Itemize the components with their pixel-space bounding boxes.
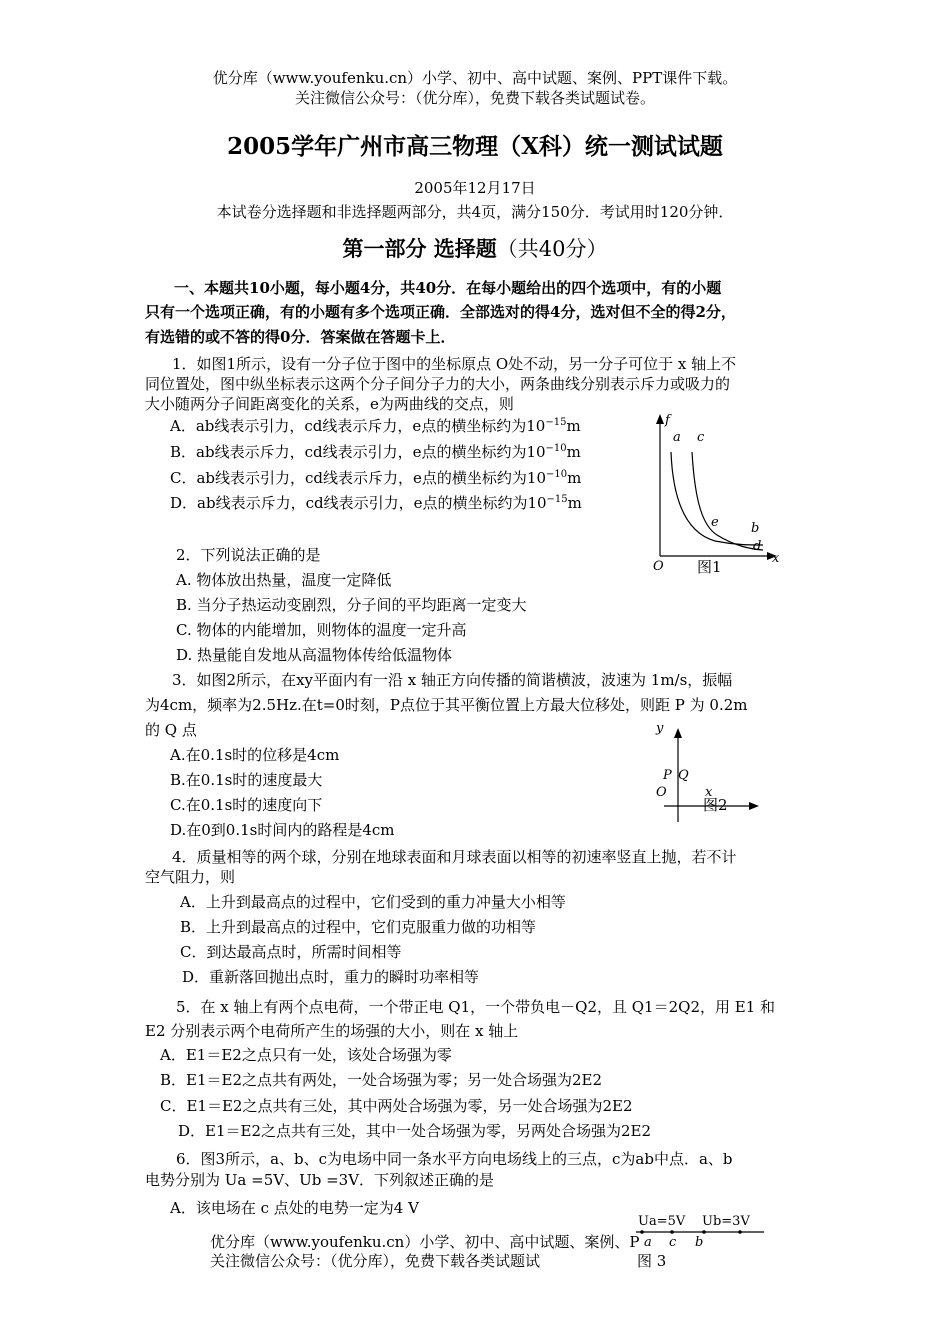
figure-3	[632, 1210, 772, 1270]
exam-date: 2005年12月17日	[414, 179, 536, 197]
q4-option-d: D．重新落回抛出点时，重力的瞬时功率相等	[182, 968, 480, 986]
q4-option-c: C．到达最高点时，所需时间相等	[180, 943, 402, 961]
q6-option-a: A．该电场在 c 点处的电势一定为4 V	[170, 1199, 419, 1217]
q3-stem-line: 为4cm，频率为2.5Hz.在t=0时刻，P点位于其平衡位置上方最大位移处，则距 P 为 0.2m	[145, 696, 748, 714]
instruction-line: 有选错的或不答的得0分．答案做在答题卡上．	[145, 328, 456, 346]
q4-stem-line: 空气阻力，则	[145, 868, 236, 886]
q1-option-b: B．ab线表示斥力，cd线表示引力，e点的横坐标约为$10^{-10}m$	[170, 443, 581, 461]
fig2-y-arrow	[674, 728, 682, 738]
fig3-caption: 图 3	[637, 1252, 667, 1270]
header-line-2: 关注微信公众号：（优分库），免费下载各类试题试卷。	[294, 89, 655, 107]
q5-option-a: A．E1＝E2之点只有一处，该处合场强为零	[160, 1046, 452, 1064]
fig2-label-x: x	[705, 785, 713, 800]
figure-1	[645, 408, 785, 578]
q1-option-a: A．ab线表示引力，cd线表示斥力，e点的横坐标约为$10^{-15}m$	[170, 417, 581, 435]
q2-option-b: B. 当分子热运动变剧烈，分子间的平均距离一定变大	[176, 596, 527, 614]
q3-option-a: A.在0.1s时的位移是4cm	[170, 746, 340, 764]
q1-stem-line: 1．如图1所示，设有一分子位于图中的坐标原点 O处不动，另一分子可位于 x 轴上不	[172, 355, 737, 373]
fig3-point-b	[702, 1230, 706, 1234]
q5-stem-line: 5．在 x 轴上有两个点电荷，一个带正电 Q1，一个带负电－Q2，且 Q1＝2Q2，用 E1 和	[176, 998, 776, 1016]
fig3-label-c: c	[669, 1235, 677, 1250]
section-title: 第一部分 选择题	[342, 236, 497, 261]
page-title: 2005学年广州市高三物理（X科）统一测试试题	[227, 133, 723, 160]
header-line-1: 优分库（www.youfenku.cn）小学、初中、高中试题、案例、PPT课件下载。	[212, 69, 738, 87]
q5-stem-line: E2 分别表示两个电荷所产生的场强的大小，则在 x 轴上	[145, 1022, 519, 1040]
fig3-label-a: a	[644, 1235, 652, 1250]
q2-option-c: C. 物体的内能增加，则物体的温度一定升高	[176, 621, 467, 639]
fig3-label-ua: Ua=5V	[638, 1214, 686, 1229]
q4-option-a: A．上升到最高点的过程中，它们受到的重力冲量大小相等	[180, 893, 566, 911]
q1-option-c: C．ab线表示引力，cd线表示斥力，e点的横坐标约为$10^{-10}m$	[170, 469, 582, 487]
fig1-label-c: c	[697, 430, 705, 445]
q3-option-d: D.在0到0.1s时间内的路程是4cm	[170, 821, 395, 839]
q1-option-d: D．ab线表示斥力，cd线表示引力，e点的横坐标约为$10^{-15}m$	[170, 494, 582, 512]
fig1-caption: 图1	[697, 558, 722, 576]
fig3-label-b: b	[695, 1235, 704, 1250]
q2-option-d: D. 热量能自发地从高温物体传给低温物体	[176, 646, 453, 664]
q6-stem-line: 6．图3所示，a、b、c为电场中同一条水平方向电场线上的三点，c为ab中点．a、b	[176, 1150, 733, 1168]
fig2-label-q: Q	[678, 768, 689, 783]
footer-line-1: 优分库（www.youfenku.cn）小学、初中、高中试题、案例、P	[210, 1233, 640, 1251]
q1-stem-line: 大小随两分子间距离变化的关系，e为两曲线的交点，则	[145, 395, 514, 413]
figure-2	[650, 718, 770, 828]
q4-stem-line: 4．质量相等的两个球，分别在地球表面和月球表面以相等的初速率竖直上抛，若不计	[172, 848, 737, 866]
fig2-label-y: y	[656, 721, 664, 736]
fig2-label-p: P	[663, 768, 672, 783]
q3-option-b: B.在0.1s时的速度最大	[170, 771, 323, 789]
q2-stem: 2．下列说法正确的是	[176, 546, 321, 564]
fig1-label-x: x	[772, 551, 780, 566]
fig1-curve-ab	[671, 452, 763, 545]
fig1-label-o: O	[653, 559, 664, 574]
q5-option-c: C．E1＝E2之点共有三处，其中两处合场强为零，另一处合场强为2E2	[160, 1097, 633, 1115]
fig1-label-d: d	[753, 539, 762, 554]
section-heading	[0, 236, 950, 262]
q5-option-d: D．E1＝E2之点共有三处，其中一处合场强为零，另两处合场强为2E2	[178, 1122, 652, 1140]
section-score: （共40分）	[496, 237, 608, 261]
fig3-point-extra	[738, 1230, 742, 1234]
fig2-x-arrow	[749, 802, 759, 810]
exam-intro: 本试卷分选择题和非选择题两部分，共4页，满分150分．考试用时120分钟．	[216, 203, 734, 221]
q2-option-a: A. 物体放出热量，温度一定降低	[176, 571, 392, 589]
q4-option-b: B．上升到最高点的过程中，它们克服重力做的功相等	[180, 918, 537, 936]
fig3-point-c	[670, 1230, 674, 1234]
fig1-label-a: a	[673, 430, 681, 445]
fig1-y-arrow	[656, 414, 664, 424]
q3-option-c: C.在0.1s时的速度向下	[170, 796, 323, 814]
q3-stem-line: 3．如图2所示，在xy平面内有一沿 x 轴正方向传播的简谐横波，波速为 1m/s，振幅	[172, 671, 733, 689]
fig3-label-ub: Ub=3V	[702, 1214, 750, 1229]
fig2-label-o: O	[656, 785, 667, 800]
instruction-line: 只有一个选项正确，有的小题有多个选项正确．全部选对的得4分，选对但不全的得2分，	[145, 303, 736, 321]
footer-line-2: 关注微信公众号：（优分库），免费下载各类试题试	[210, 1252, 541, 1270]
q5-option-b: B．E1＝E2之点共有两处，一处合场强为零；另一处合场强为2E2	[160, 1071, 603, 1089]
fig2-caption: 图2	[703, 796, 728, 814]
q6-stem-line: 电势分别为 Ua =5V、Ub =3V．下列叙述正确的是	[145, 1171, 495, 1189]
fig1-label-b: b	[751, 521, 760, 536]
fig1-label-e: e	[711, 515, 719, 530]
q3-stem-line: 的 Q 点	[145, 721, 197, 739]
instruction-line: 一、本题共10小题，每小题4分，共40分．在每小题给出的四个选项中，有的小题	[174, 279, 722, 297]
q1-stem-line: 同位置处，图中纵坐标表示这两个分子间分子力的大小，两条曲线分别表示斥力或吸力的	[145, 375, 731, 393]
fig3-point-a	[640, 1230, 644, 1234]
fig1-label-f: f	[665, 413, 670, 428]
